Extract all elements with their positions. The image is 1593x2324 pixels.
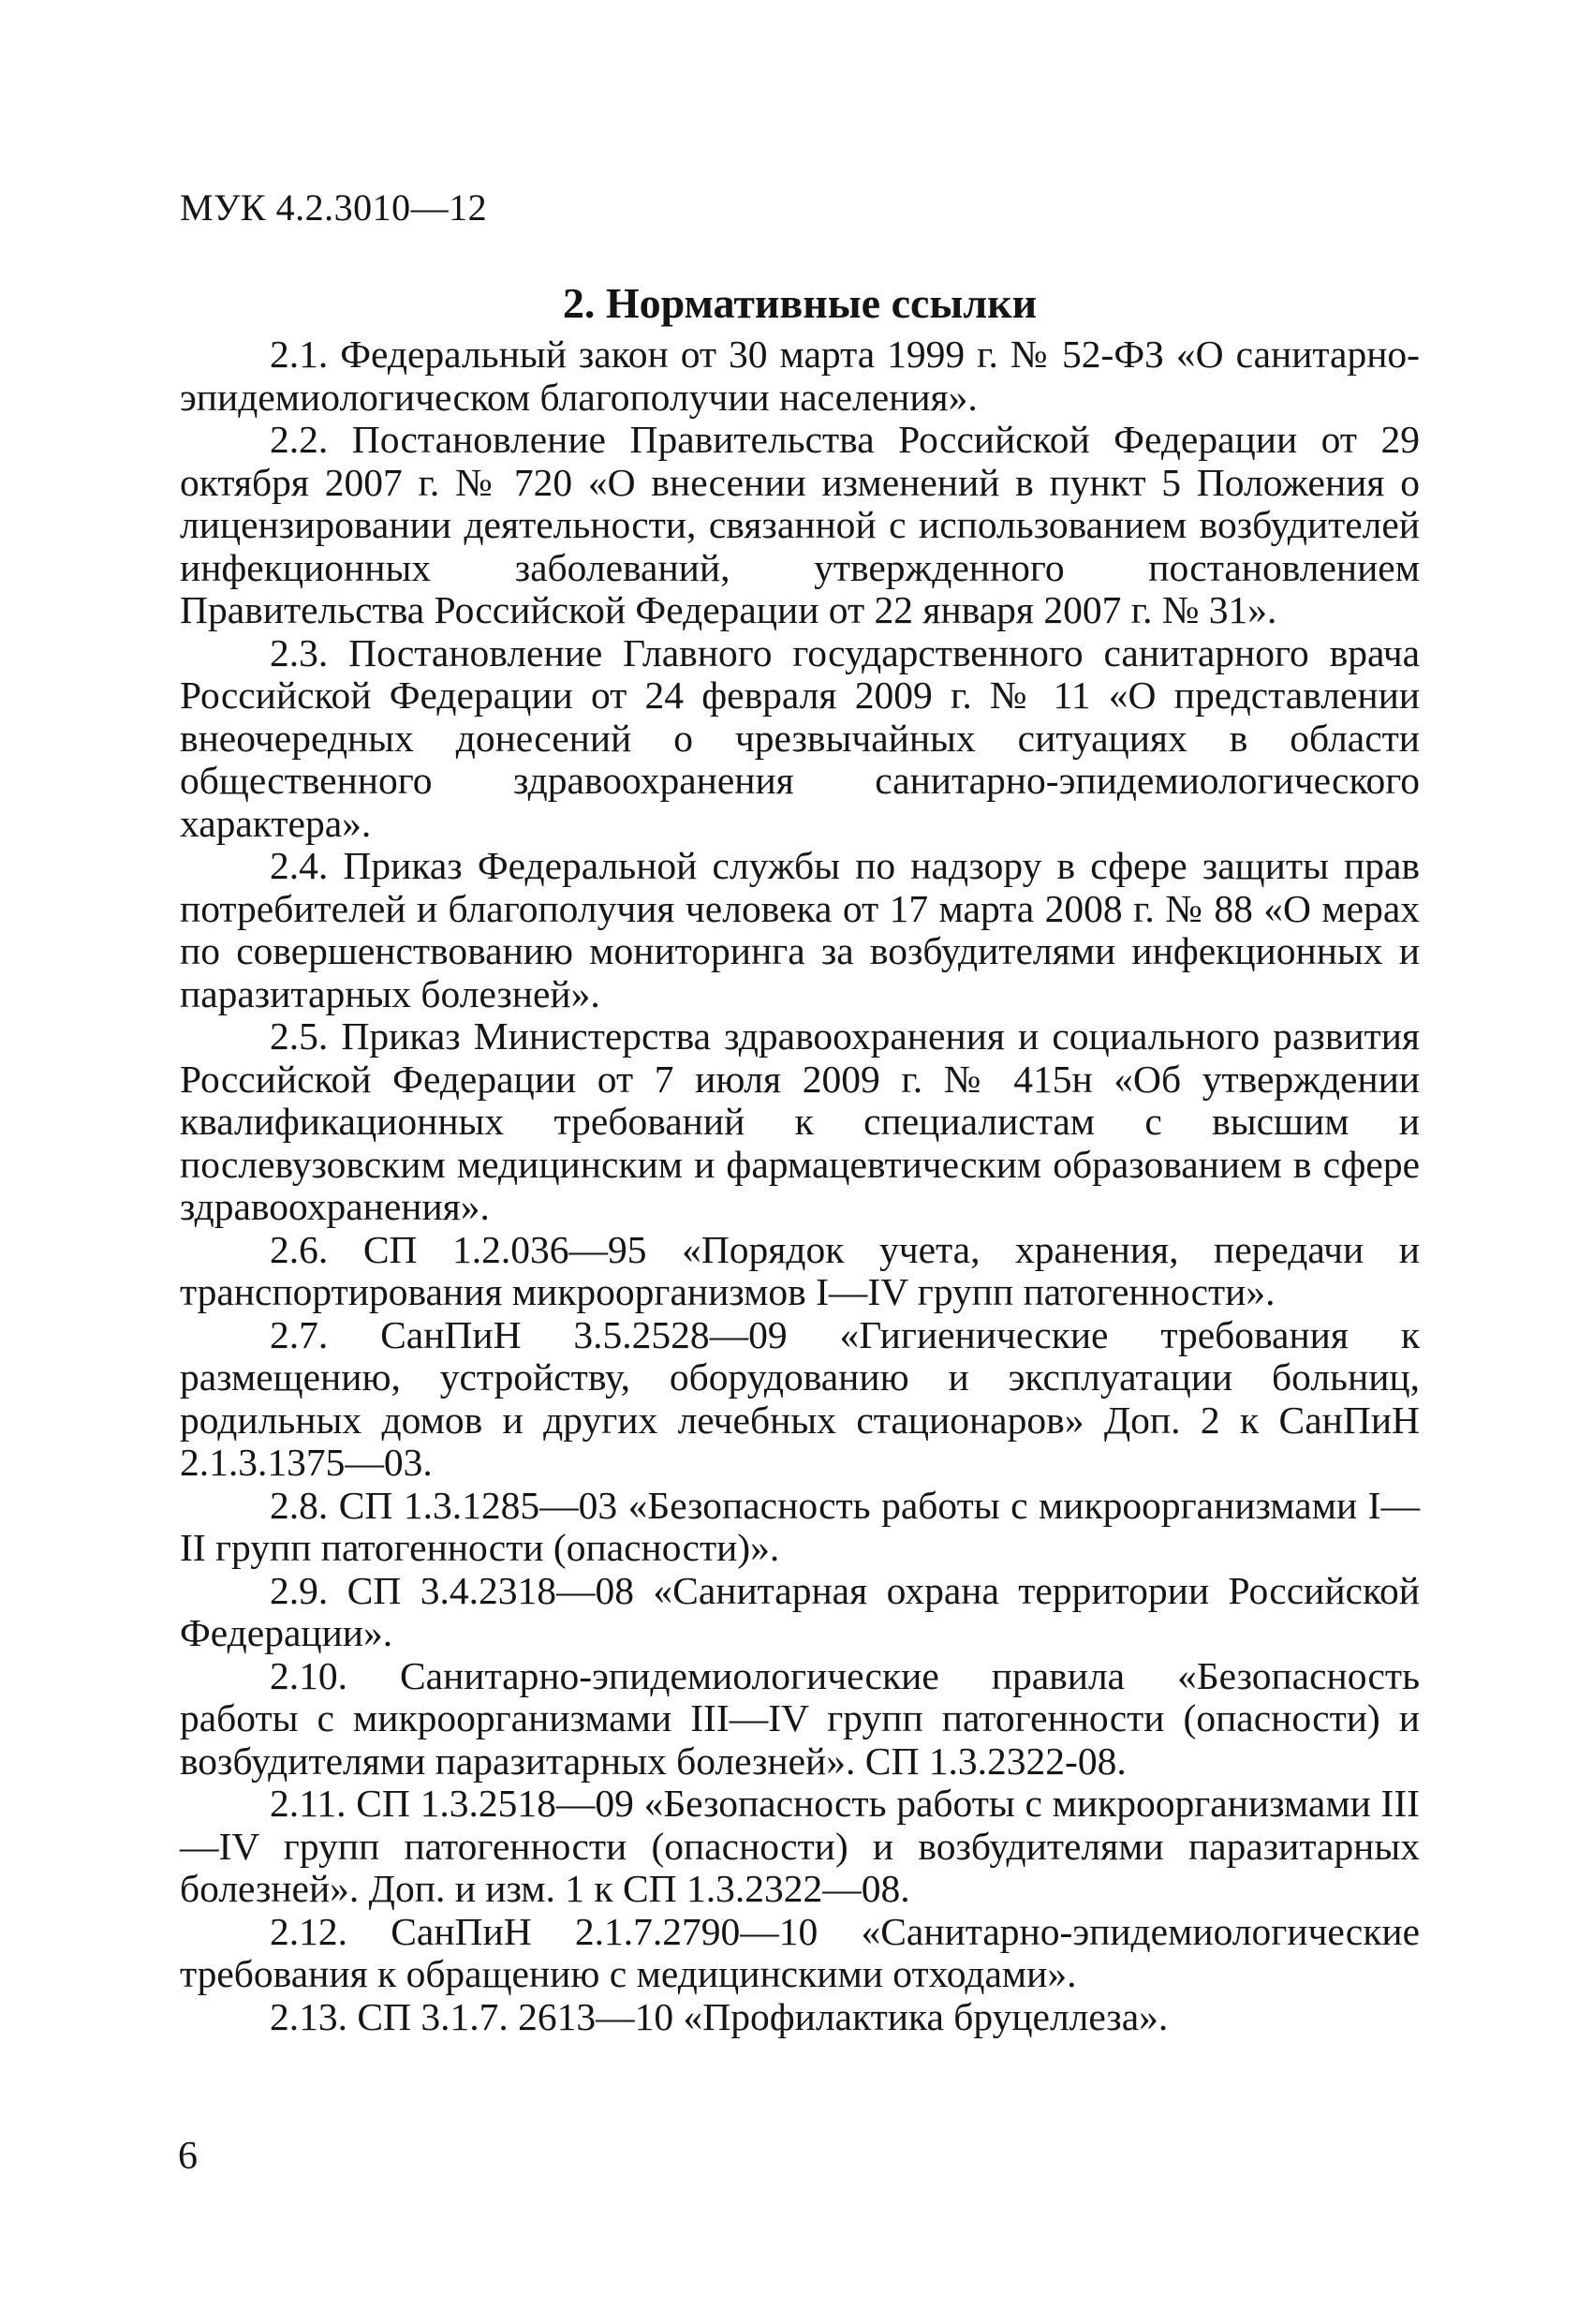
reference-item: 2.1. Федеральный закон от 30 марта 1999 г. № 52-ФЗ «О санитарно-эпидемиологическом благополучии населения». <box>180 333 1420 419</box>
reference-item: 2.13. СП 3.1.7. 2613—10 «Профилактика бруцеллеза». <box>270 1994 1169 2038</box>
reference-item: 2.7. СанПиН 3.5.2528—09 «Гигиенические требования к размещению, устройству, оборудованию и эксплуатации больниц, родильных домов и других лечебных стационаров» Доп. 2 к СанПиН 2.1.3.1375—03. <box>180 1312 1420 1484</box>
reference-item: 2.12. СанПиН 2.1.7.2790—10 «Санитарно-эпидемиологические требования к обращению с медицинскими отходами». <box>180 1909 1420 1995</box>
section-title: 2. Нормативные ссылки <box>562 279 1038 327</box>
document-code: МУК 4.2.3010—12 <box>180 186 488 229</box>
reference-item: 2.10. Санитарно-эпидемиологические правила «Безопасность работы с микроорганизмами III—IV групп патогенности (опасности) и возбудителями паразитарных болезней». СП 1.3.2322-08. <box>180 1653 1420 1783</box>
reference-item: 2.8. СП 1.3.1285—03 «Безопасность работы с микроорганизмами I—II групп патогенности (опасности)». <box>180 1483 1420 1569</box>
reference-item: 2.11. СП 1.3.2518—09 «Безопасность работы с микроорганизмами III—IV групп патогенности (опасности) и возбудителями паразитарных болезней». Доп. и изм. 1 к СП 1.3.2322—08. <box>180 1782 1420 1910</box>
reference-item: 2.6. СП 1.2.036—95 «Порядок учета, хранения, передачи и транспортирования микроорганизмов I—IV групп патогенности». <box>180 1227 1420 1313</box>
reference-item: 2.9. СП 3.4.2318—08 «Санитарная охрана территории Российской Федерации». <box>180 1568 1420 1654</box>
reference-item: 2.5. Приказ Министерства здравоохранения и социального развития Российской Федерации от 7 июля 2009 г. № 415н «Об утверждении квалификационных требований к специалистам с высшим и послевузовским медицинским и фармацевтическим образованием в сфере здравоохранения». <box>180 1014 1420 1228</box>
references-list <box>180 333 1420 2038</box>
page-number: 6 <box>178 2135 198 2178</box>
reference-item: 2.3. Постановление Главного государственного санитарного врача Российской Федерации от 24 февраля 2009 г. № 11 «О представлении внеочередных донесений о чрезвычайных ситуациях в области общественного здравоохранения санитарно-эпидемиологического характера». <box>180 630 1420 845</box>
reference-item: 2.2. Постановление Правительства Российской Федерации от 29 октября 2007 г. № 720 «О внесении изменений в пункт 5 Положения о лицензировании деятельности, связанной с использованием возбудителей инфекционных заболеваний, утвержденного постановлением Правительства Российской Федерации от 22 января 2007 г. № 31». <box>180 418 1420 631</box>
reference-item: 2.4. Приказ Федеральной службы по надзору в сфере защиты прав потребителей и благополучия человека от 17 марта 2008 г. № 88 «О мерах по совершенствованию мониторинга за возбудителями инфекционных и паразитарных болезней». <box>180 844 1420 1015</box>
